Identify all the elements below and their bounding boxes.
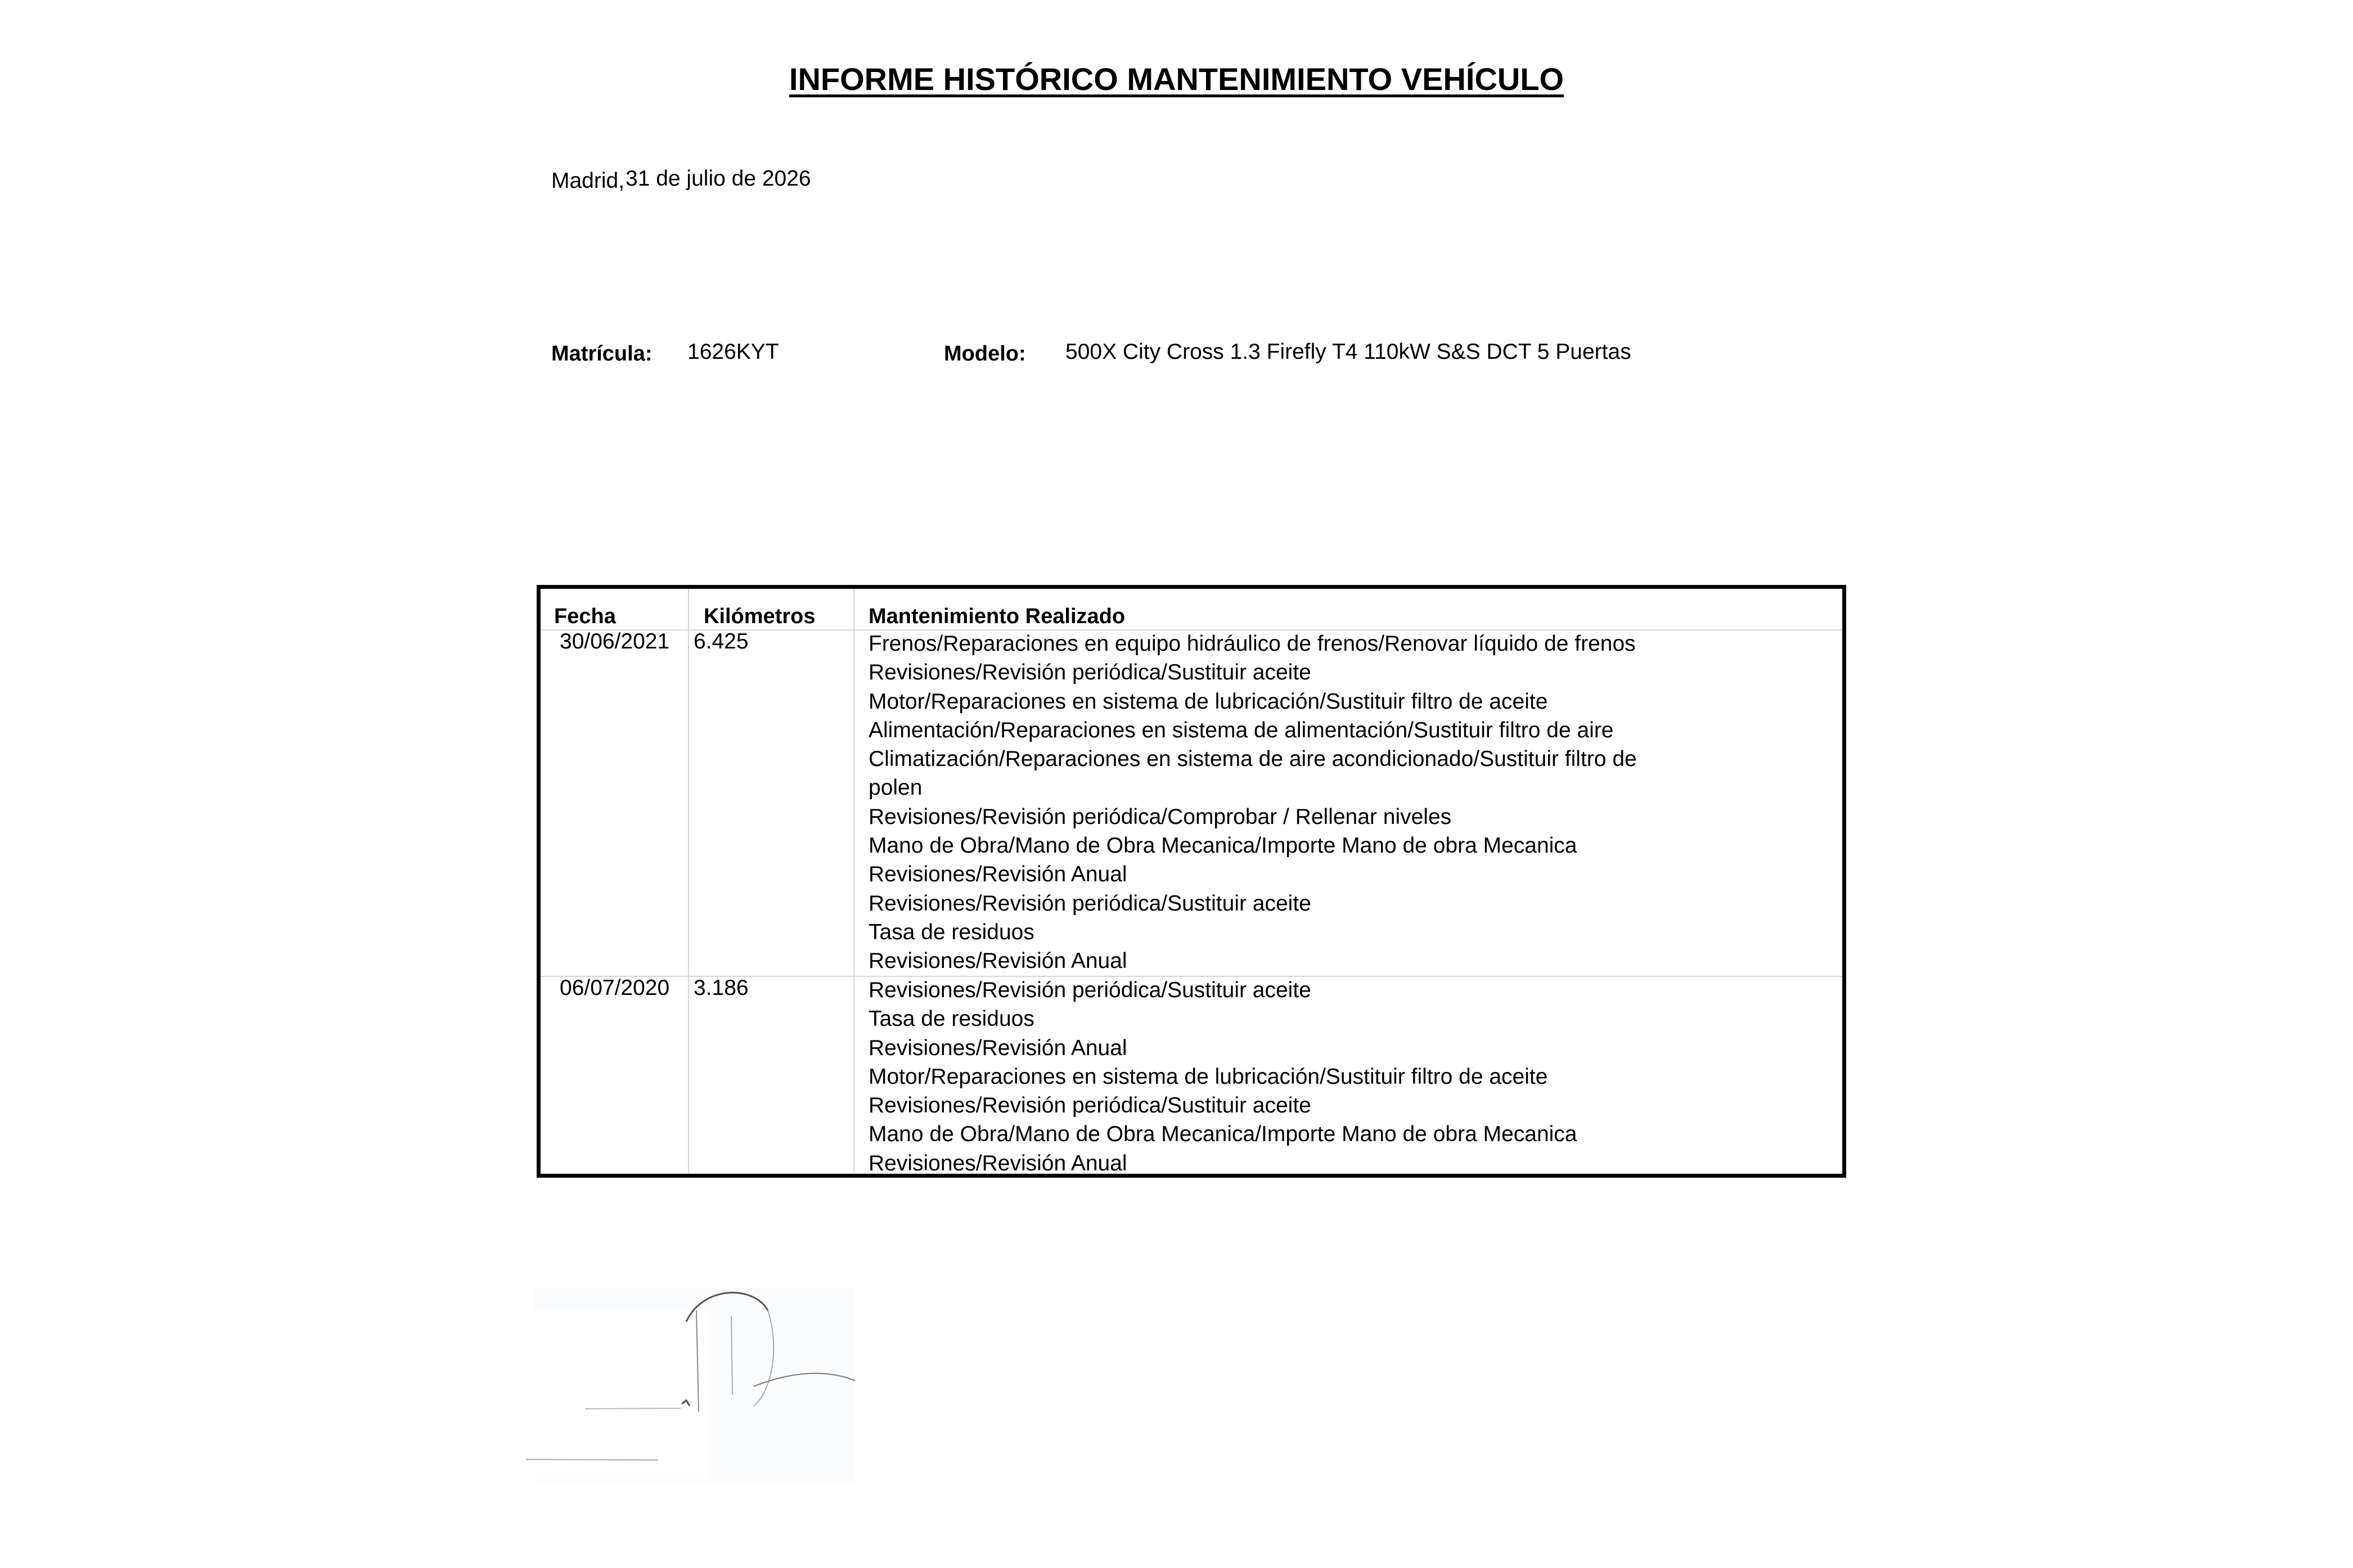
- maintenance-item: Revisiones/Revisión periódica/Sustituir aceite: [869, 660, 1311, 685]
- column-divider: [688, 589, 689, 1174]
- column-header-km: Kilómetros: [704, 605, 816, 628]
- maintenance-item: Mano de Obra/Mano de Obra Mecanica/Importe Mano de obra Mecanica: [869, 1122, 1577, 1147]
- maintenance-item: Revisiones/Revisión periódica/Comprobar / Rellenar niveles: [869, 804, 1452, 829]
- row-date: 06/07/2020: [560, 976, 670, 1000]
- row-maintenance-items: [869, 976, 1577, 1178]
- report-title: INFORME HISTÓRICO MANTENIMIENTO VEHÍCULO: [789, 61, 1564, 97]
- maintenance-item: Revisiones/Revisión periódica/Sustituir aceite: [869, 978, 1311, 1002]
- model-label: Modelo:: [944, 342, 1026, 366]
- plate-value: 1626KYT: [687, 340, 779, 364]
- report-date: 31 de julio de 2026: [626, 166, 811, 191]
- signature-stamp: [518, 1288, 855, 1485]
- maintenance-item: polen: [869, 776, 923, 800]
- row-maintenance-items: [869, 629, 1637, 976]
- row-date: 30/06/2021: [560, 629, 670, 654]
- maintenance-item: Tasa de residuos: [869, 920, 1034, 944]
- model-value: 500X City Cross 1.3 Firefly T4 110kW S&S DCT 5 Puertas: [1065, 340, 1631, 364]
- row-km: 3.186: [694, 976, 749, 1000]
- maintenance-item: Revisiones/Revisión Anual: [869, 862, 1127, 887]
- maintenance-item: Revisiones/Revisión periódica/Sustituir aceite: [869, 1093, 1311, 1118]
- maintenance-item: Frenos/Reparaciones en equipo hidráulico de frenos/Renovar líquido de frenos: [869, 632, 1636, 656]
- maintenance-item: Revisiones/Revisión Anual: [869, 1035, 1127, 1060]
- maintenance-item: Revisiones/Revisión Anual: [869, 949, 1127, 974]
- maintenance-item: Revisiones/Revisión Anual: [869, 1151, 1127, 1175]
- maintenance-item: Tasa de residuos: [869, 1007, 1034, 1031]
- column-header-date: Fecha: [554, 605, 616, 628]
- plate-label: Matrícula:: [551, 342, 653, 366]
- column-divider: [853, 589, 854, 1174]
- maintenance-item: Climatización/Reparaciones en sistema de aire acondicionado/Sustituir filtro de: [869, 747, 1637, 772]
- maintenance-table: [537, 585, 1846, 1178]
- maintenance-item: Motor/Reparaciones en sistema de lubricación/Sustituir filtro de aceite: [869, 1064, 1548, 1089]
- row-km: 6.425: [694, 629, 749, 654]
- maintenance-item: Revisiones/Revisión periódica/Sustituir aceite: [869, 891, 1311, 916]
- maintenance-item: Mano de Obra/Mano de Obra Mecanica/Importe Mano de obra Mecanica: [869, 833, 1577, 858]
- report-city: Madrid,: [551, 169, 625, 193]
- column-header-maintenance: Mantenimiento Realizado: [869, 605, 1126, 628]
- maintenance-item: Motor/Reparaciones en sistema de lubricación/Sustituir filtro de aceite: [869, 689, 1548, 714]
- maintenance-item: Alimentación/Reparaciones en sistema de alimentación/Sustituir filtro de aire: [869, 718, 1614, 742]
